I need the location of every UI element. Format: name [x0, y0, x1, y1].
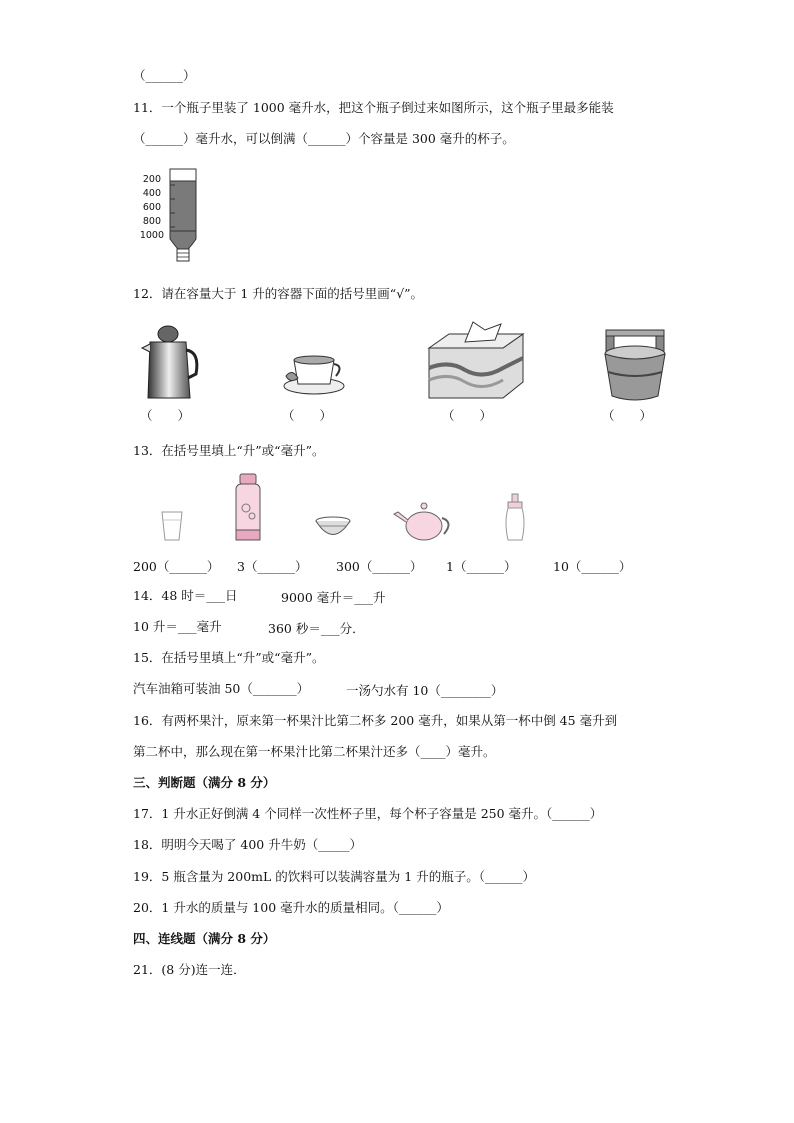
scale-label-1000: 1000 — [139, 230, 164, 241]
q12-paren-2[interactable]: （ ） — [282, 408, 333, 423]
section-4-heading: 四、连线题（满分 8 分） — [133, 931, 276, 946]
q16-line1: 16．有两杯果汁，原来第一杯果汁比第二杯多 200 毫升，如果从第一杯中倒 45 毫升到 — [133, 713, 618, 728]
q18: 18．明明今天喝了 400 升牛奶（_____） — [133, 837, 362, 852]
q19: 19．5 瓶含量为 200mL 的饮料可以装满容量为 1 升的瓶子。（______） — [133, 869, 535, 884]
tissue-box-icon — [425, 320, 527, 402]
q14-line2a: 10 升＝___毫升 — [133, 619, 222, 634]
q13-item-4[interactable]: 1（______） — [446, 559, 517, 574]
glass-icon — [160, 510, 184, 542]
scale-label-800: 800 — [142, 216, 161, 227]
bowl-icon — [314, 516, 352, 540]
teapot-icon — [392, 500, 456, 544]
q13-item-1[interactable]: 200（______） — [133, 559, 220, 574]
section-3-heading: 三、判断题（满分 8 分） — [133, 775, 276, 790]
teacup-icon — [280, 352, 346, 396]
q17: 17．1 升水正好倒满 4 个同样一次性杯子里，每个杯子容量是 250 毫升。（______） — [133, 806, 603, 821]
q15-item-b[interactable]: 一汤勺水有 10（________） — [346, 683, 504, 698]
q14-line1a: 14．48 时＝___日 — [133, 588, 238, 603]
q11-line1: 11．一个瓶子里装了 1000 毫升水，把这个瓶子倒过来如图所示，这个瓶子里最多能装 — [133, 100, 614, 115]
q15-question: 15．在括号里填上“升”或“毫升”。 — [133, 650, 325, 665]
q13-item-2[interactable]: 3（______） — [237, 559, 308, 574]
inverted-bottle-icon — [166, 165, 206, 265]
inverted-bottle-figure — [133, 165, 223, 265]
q16-line2: 第二杯中，那么现在第一杯果汁比第二杯果汁还多（____）毫升。 — [133, 744, 496, 759]
baby-bottle-icon — [502, 492, 528, 544]
thermos-icon — [232, 472, 264, 544]
q21: 21．(8 分)连一连． — [133, 962, 246, 977]
q10-answer-blank[interactable]: （______） — [133, 68, 196, 83]
q12-paren-4[interactable]: （ ） — [602, 408, 653, 423]
q15-item-a[interactable]: 汽车油箱可装油 50（_______） — [133, 681, 310, 696]
scale-label-200: 200 — [142, 174, 161, 185]
q20: 20．1 升水的质量与 100 毫升水的质量相同。（______） — [133, 900, 449, 915]
q13-item-3[interactable]: 300（______） — [336, 559, 423, 574]
q12-question: 12．请在容量大于 1 升的容器下面的括号里画“√”。 — [133, 286, 424, 301]
q12-paren-1[interactable]: （ ） — [140, 408, 191, 423]
scale-label-600: 600 — [142, 202, 161, 213]
q12-paren-3[interactable]: （ ） — [442, 408, 493, 423]
q14-line2b: 360 秒＝___分． — [268, 621, 365, 636]
wooden-bucket-icon — [600, 326, 672, 402]
q13-item-5[interactable]: 10（______） — [553, 559, 632, 574]
q14-line1b: 9000 毫升＝___升 — [281, 590, 386, 605]
q13-question: 13．在括号里填上“升”或“毫升”。 — [133, 443, 325, 458]
scale-label-400: 400 — [142, 188, 161, 199]
teapot-jug-icon — [140, 322, 202, 400]
q11-line2: （______）毫升水，可以倒满（______）个容量是 300 毫升的杯子。 — [133, 131, 515, 146]
